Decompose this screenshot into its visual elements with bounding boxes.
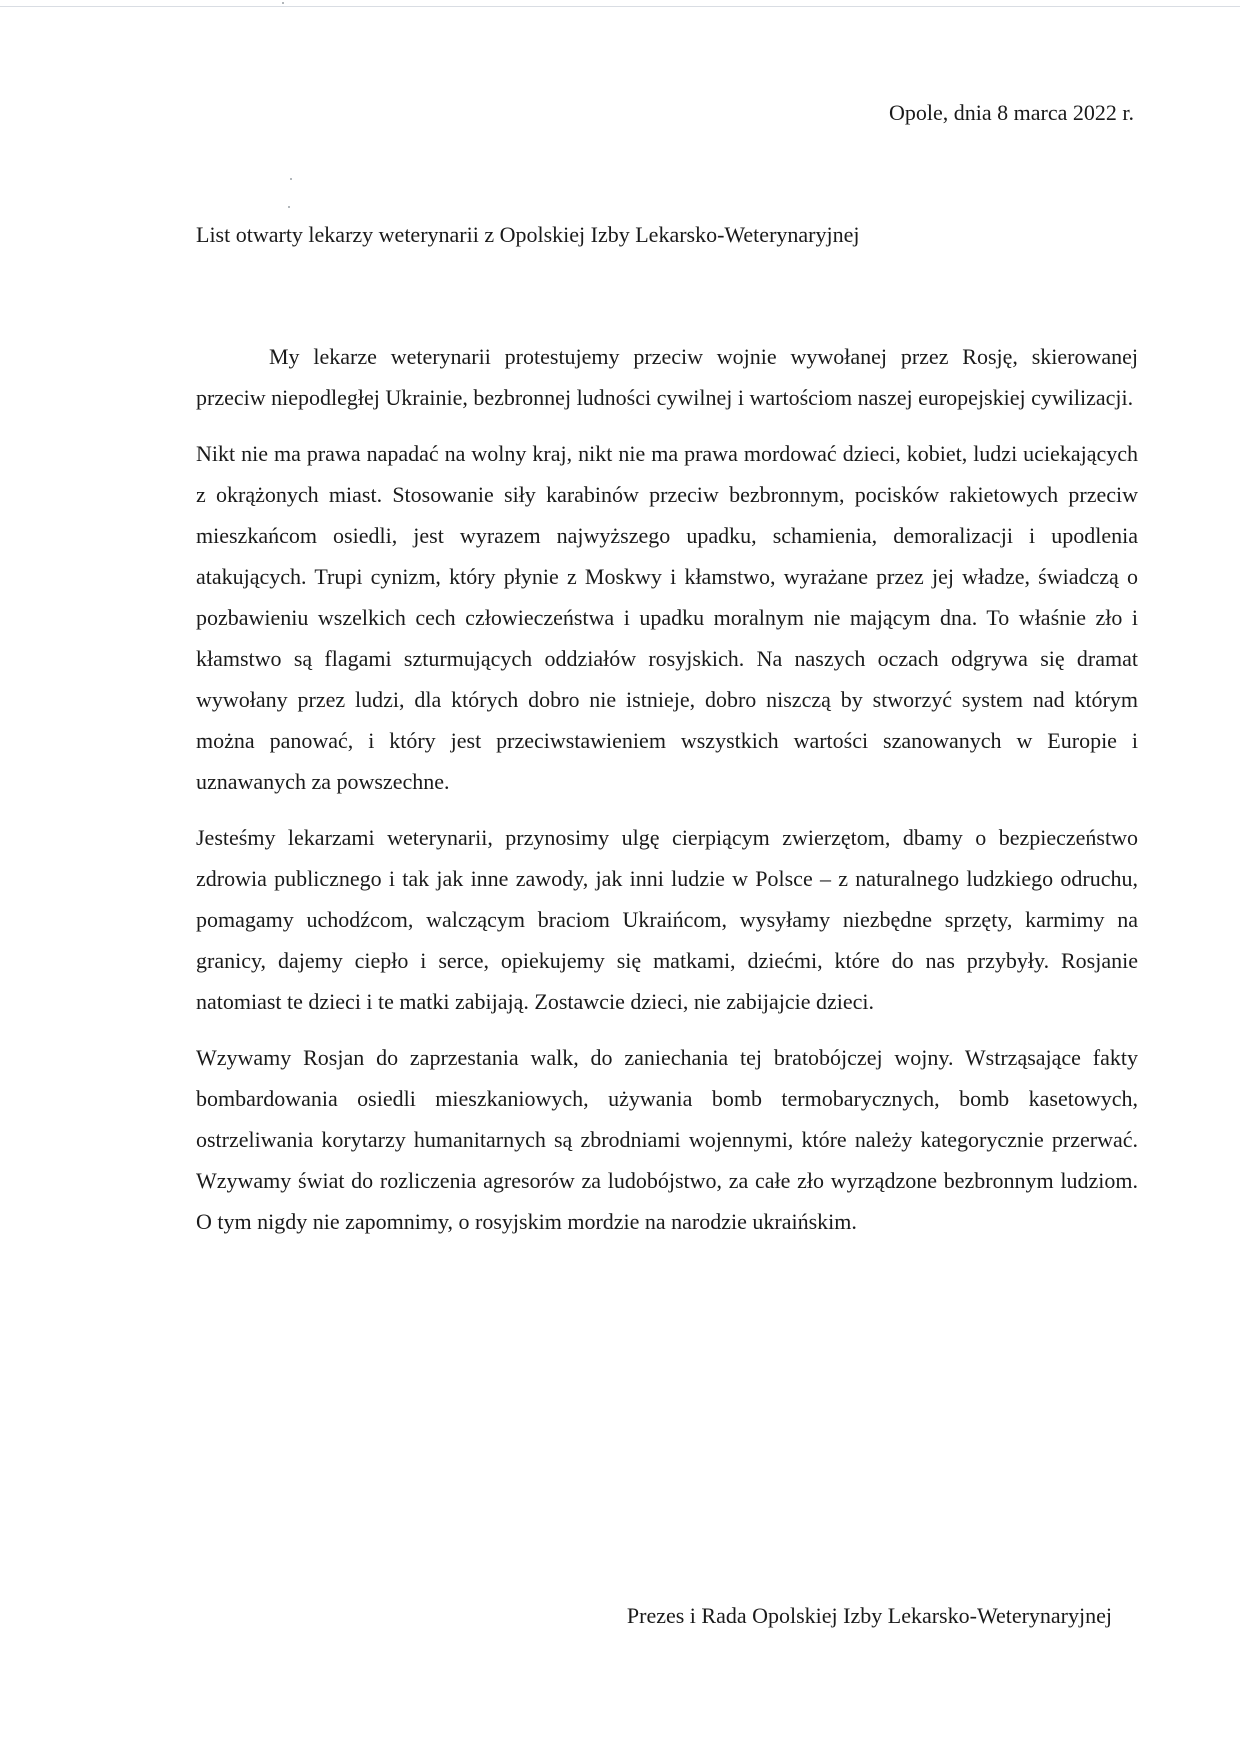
signature-line: Prezes i Rada Opolskiej Izby Lekarsko-Weterynaryjnej xyxy=(626,1603,1112,1628)
paragraph: Wzywamy Rosjan do zaprzestania walk, do zaniechania tej bratobójczej wojny. Wstrząsające fakty bombardowania osiedli mieszkaniowych, używania bomb termobarycznych, bomb kasetowych, ostrzeliwania korytarzy humanitarnych są zbrodniami wojennymi, które należy kategorycznie przerwać. Wzywamy świat do rozliczenia agresorów za ludobójstwo, za całe zło wyrządzone bezbronnym ludziom. O tym nigdy nie zapomnimy, o rosyjskim mordzie na narodzie ukraińskim. xyxy=(196,1045,1138,1234)
scan-edge-line xyxy=(0,6,1240,7)
scan-speck xyxy=(290,178,292,180)
paragraph: Jesteśmy lekarzami weterynarii, przynosimy ulgę cierpiącym zwierzętom, dbamy o bezpieczeństwo zdrowia publicznego i tak jak inne zawody, jak inni ludzie w Polsce – z naturalnego ludzkiego odruchu, pomagamy uchodźcom, walczącym braciom Ukraińcom, wysyłamy niezbędne sprzęty, karmimy na granicy, dajemy ciepło i serce, opiekujemy się matkami, dziećmi, które do nas przybyły. Rosjanie natomiast te dzieci i te matki zabijają. Zostawcie dzieci, nie zabijajcie dzieci. xyxy=(196,825,1138,1014)
letter-title: List otwarty lekarzy weterynarii z Opolskiej Izby Lekarsko-Weterynaryjnej xyxy=(196,222,860,247)
letter-body xyxy=(196,336,1138,1257)
scan-speck xyxy=(282,2,284,4)
paragraph: Nikt nie ma prawa napadać na wolny kraj, nikt nie ma prawa mordować dzieci, kobiet, ludzi uciekających z okrążonych miast. Stosowanie siły karabinów przeciw bezbronnym, pocisków rakietowych przeciw mieszkańcom osiedli, jest wyrazem najwyższego upadku, schamienia, demoralizacji i upodlenia atakujących. Trupi cynizm, który płynie z Moskwy i kłamstwo, wyrażane przez jej władze, świadczą o pozbawieniu wszelkich cech człowieczeństwa i upadku moralnym nie mającym dna. To właśnie zło i kłamstwo są flagami szturmujących oddziałów rosyjskich. Na naszych oczach odgrywa się dramat wywołany przez ludzi, dla których dobro nie istnieje, dobro niszczą by stworzyć system nad którym można panować, i który jest przeciwstawieniem wszystkich wartości szanowanych w Europie i uznawanych za powszechne. xyxy=(196,441,1138,794)
scan-speck xyxy=(288,206,290,208)
date-line: Opole, dnia 8 marca 2022 r. xyxy=(889,100,1134,125)
paragraph: My lekarze weterynarii protestujemy przeciw wojnie wywołanej przez Rosję, skierowanej przeciw niepodległej Ukrainie, bezbronnej ludności cywilnej i wartościom naszej europejskiej cywilizacji. xyxy=(196,344,1138,410)
